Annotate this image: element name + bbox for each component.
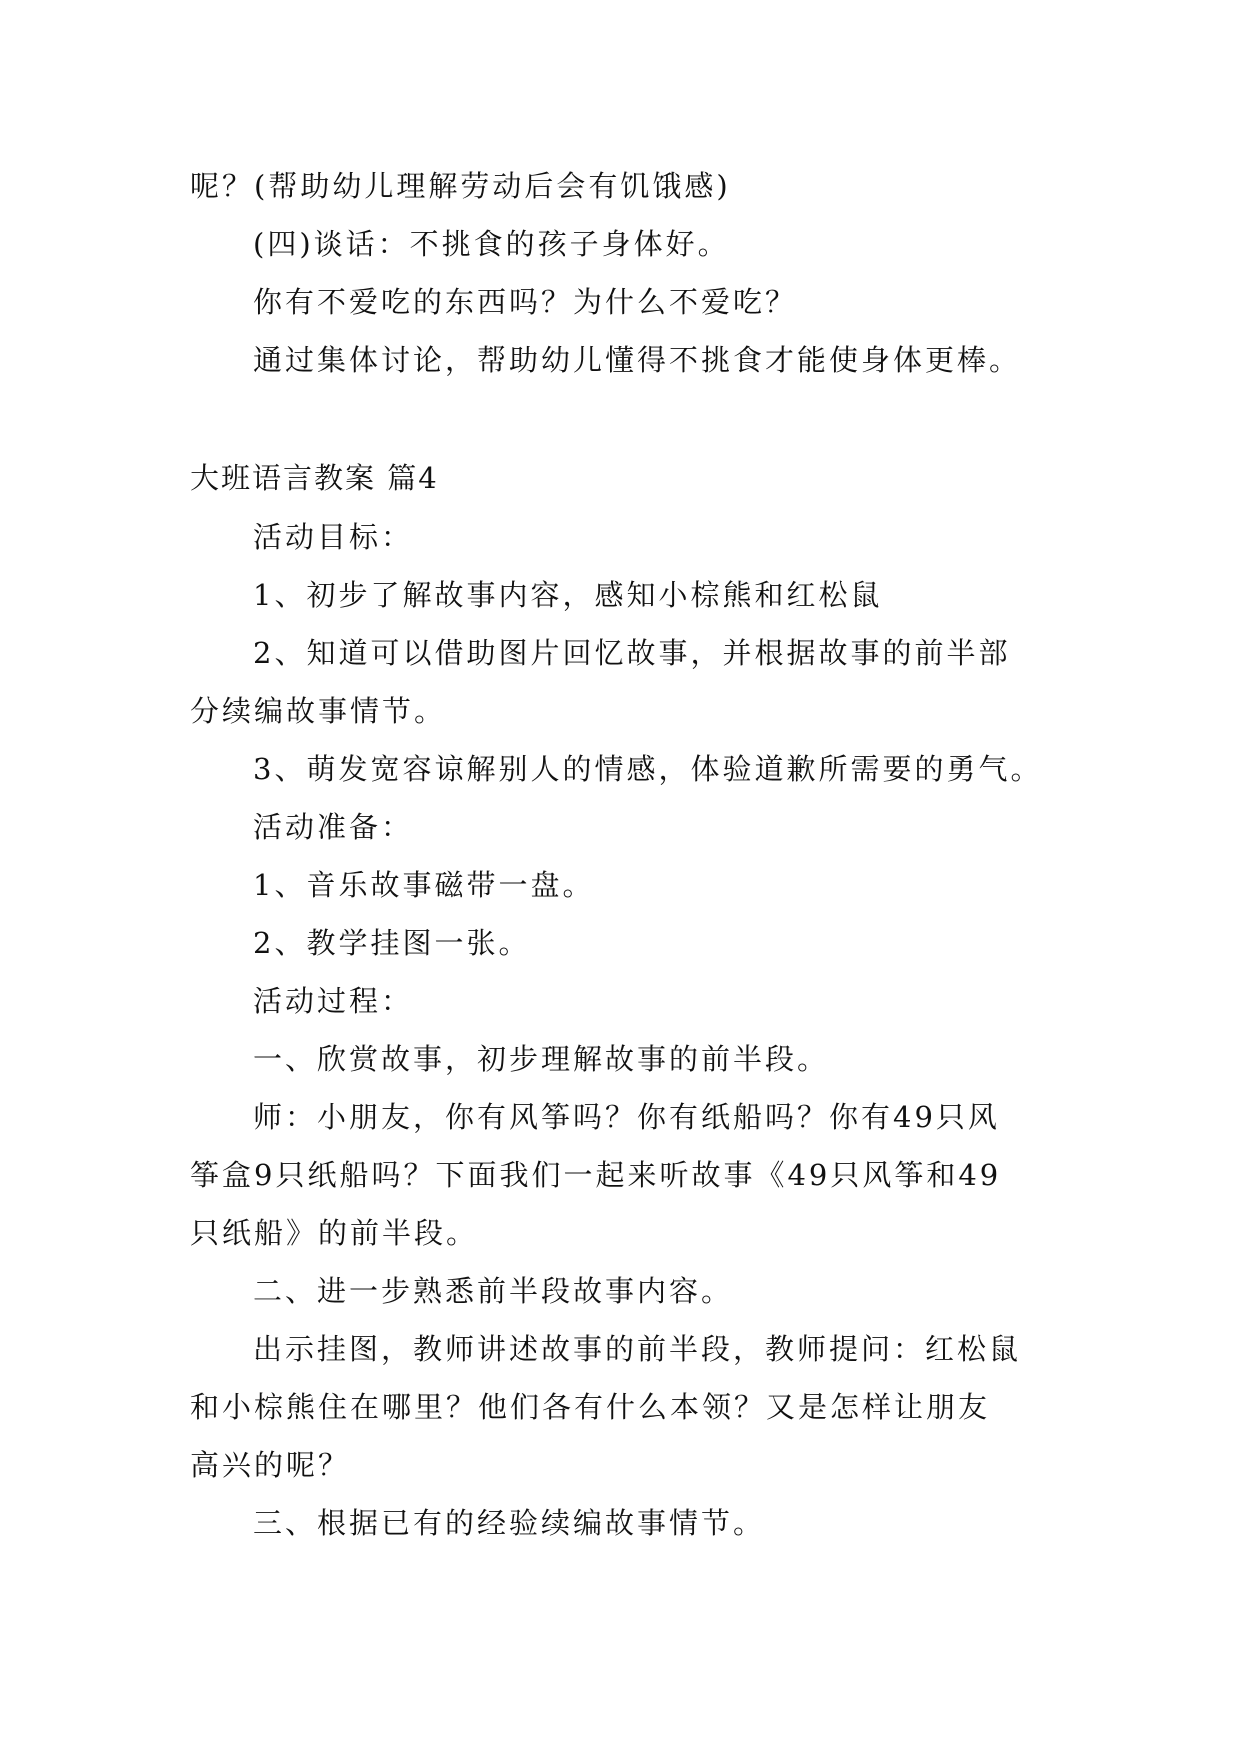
goal-item: 1、初步了解故事内容，感知小棕熊和红松鼠 <box>253 578 883 612</box>
goal-item: 2、知道可以借助图片回忆故事，并根据故事的前半部 <box>253 636 1011 670</box>
paragraph-line: 你有不爱吃的东西吗？为什么不爱吃？ <box>253 285 798 319</box>
paragraph-line: 分续编故事情节。 <box>190 694 447 728</box>
preparation-item: 2、教学挂图一张。 <box>253 926 531 960</box>
paragraph-line: 师：小朋友，你有风筝吗？你有纸船吗？你有49只风 <box>253 1100 1000 1134</box>
section-heading-goals: 活动目标： <box>253 520 414 554</box>
goal-item: 3、萌发宽容谅解别人的情感，体验道歉所需要的勇气。 <box>253 752 1043 786</box>
paragraph-line: 出示挂图，教师讲述故事的前半段，教师提问：红松鼠 <box>253 1332 1022 1366</box>
process-step: 三、根据已有的经验续编故事情节。 <box>253 1506 766 1540</box>
paragraph-line: 高兴的呢？ <box>190 1448 351 1482</box>
section-heading-preparation: 活动准备： <box>253 810 414 844</box>
paragraph-line: 筝盒9只纸船吗？下面我们一起来听故事《49只风筝和49 <box>190 1158 1002 1192</box>
preparation-item: 1、音乐故事磁带一盘。 <box>253 868 595 902</box>
process-step: 二、进一步熟悉前半段故事内容。 <box>253 1274 734 1308</box>
paragraph-line: 只纸船》的前半段。 <box>190 1216 479 1250</box>
paragraph-line: 和小棕熊住在哪里？他们各有什么本领？又是怎样让朋友 <box>190 1390 991 1424</box>
paragraph-line: 通过集体讨论，帮助幼儿懂得不挑食才能使身体更棒。 <box>253 343 1022 377</box>
section-heading-talk: (四)谈话：不挑食的孩子身体好。 <box>253 227 730 261</box>
section-heading-process: 活动过程： <box>253 984 414 1018</box>
process-step: 一、欣赏故事，初步理解故事的前半段。 <box>253 1042 830 1076</box>
lesson-title: 大班语言教案 篇4 <box>190 461 439 495</box>
paragraph-line: 呢？(帮助幼儿理解劳动后会有饥饿感) <box>190 169 731 203</box>
